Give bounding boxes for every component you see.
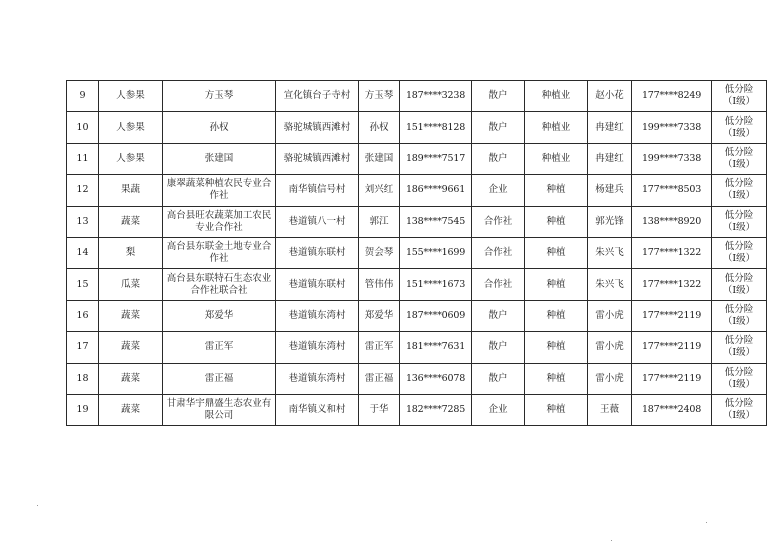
cell-industry: 种植: [525, 175, 588, 206]
document-page: [66, 80, 767, 426]
table-row: [67, 81, 767, 112]
cell-person-phone: 177****1322: [632, 269, 712, 300]
cell-person-phone: 177****1322: [632, 237, 712, 268]
risk-level-label: 低分险: [724, 209, 754, 221]
cell-risk-level: [712, 175, 767, 206]
cell-person: 冉建红: [588, 143, 632, 174]
cell-product: 蔬菜: [99, 363, 163, 394]
cell-person: 朱兴飞: [588, 269, 632, 300]
cell-no: 12: [67, 175, 99, 206]
risk-level-label: 低分险: [724, 115, 754, 127]
cell-person-phone: 199****7338: [632, 112, 712, 143]
cell-name: 雷正福: [163, 363, 276, 394]
cell-person-phone: 177****2119: [632, 300, 712, 331]
cell-phone: 151****1673: [400, 269, 472, 300]
risk-level-grade: （Ⅰ级）: [722, 158, 756, 170]
cell-name: 高台县东联特石生态农业合作社联合社: [163, 269, 276, 300]
cell-phone: 186****9661: [400, 175, 472, 206]
table-row: [67, 175, 767, 206]
cell-phone: 138****7545: [400, 206, 472, 237]
cell-name: 康翠蔬菜种植农民专业合作社: [163, 175, 276, 206]
scan-speck: [706, 522, 707, 523]
cell-product: 瓜菜: [99, 269, 163, 300]
table-body: [67, 81, 767, 426]
cell-village: 巷道镇东联村: [276, 237, 359, 268]
cell-person-phone: 177****8249: [632, 81, 712, 112]
cell-type: 企业: [472, 394, 525, 425]
cell-risk-level: [712, 300, 767, 331]
cell-no: 19: [67, 394, 99, 425]
risk-level-label: 低分险: [724, 272, 754, 284]
cell-village: 南华镇信号村: [276, 175, 359, 206]
cell-village: 骆驼城镇西滩村: [276, 143, 359, 174]
risk-level-grade: （Ⅰ级）: [722, 127, 756, 139]
risk-level-label: 低分险: [724, 146, 754, 158]
cell-person-phone: 177****2119: [632, 332, 712, 363]
cell-industry: 种植: [525, 300, 588, 331]
cell-contact: 雷正军: [359, 332, 400, 363]
cell-contact: 雷正福: [359, 363, 400, 394]
cell-risk-level: [712, 394, 767, 425]
cell-village: 巷道镇东湾村: [276, 332, 359, 363]
cell-person-phone: 177****8503: [632, 175, 712, 206]
cell-no: 18: [67, 363, 99, 394]
cell-village: 骆驼城镇西滩村: [276, 112, 359, 143]
cell-industry: 种植业: [525, 112, 588, 143]
cell-type: 散户: [472, 332, 525, 363]
risk-level-label: 低分险: [724, 366, 754, 378]
risk-level-label: 低分险: [724, 398, 754, 410]
cell-person: 赵小花: [588, 81, 632, 112]
cell-contact: 刘兴红: [359, 175, 400, 206]
cell-product: 果蔬: [99, 175, 163, 206]
cell-risk-level: [712, 112, 767, 143]
cell-person: 王薇: [588, 394, 632, 425]
cell-no: 14: [67, 237, 99, 268]
cell-name: 郑爱华: [163, 300, 276, 331]
cell-village: 南华镇义和村: [276, 394, 359, 425]
cell-product: 蔬菜: [99, 332, 163, 363]
risk-level-grade: （Ⅰ级）: [722, 284, 756, 296]
entity-table: [66, 80, 767, 426]
cell-type: 企业: [472, 175, 525, 206]
cell-contact: 方玉琴: [359, 81, 400, 112]
cell-name: 高台县东联金土地专业合作社: [163, 237, 276, 268]
cell-industry: 种植: [525, 237, 588, 268]
cell-village: 巷道镇东湾村: [276, 300, 359, 331]
cell-risk-level: [712, 363, 767, 394]
cell-phone: 182****7285: [400, 394, 472, 425]
cell-person: 雷小虎: [588, 332, 632, 363]
cell-no: 13: [67, 206, 99, 237]
cell-contact: 贺会琴: [359, 237, 400, 268]
cell-village: 巷道镇东联村: [276, 269, 359, 300]
risk-level-label: 低分险: [724, 303, 754, 315]
cell-person-phone: 199****7338: [632, 143, 712, 174]
risk-level-label: 低分险: [724, 178, 754, 190]
cell-product: 人参果: [99, 81, 163, 112]
cell-product: 人参果: [99, 112, 163, 143]
cell-type: 散户: [472, 143, 525, 174]
risk-level-grade: （Ⅰ级）: [722, 221, 756, 233]
cell-no: 9: [67, 81, 99, 112]
table-row: [67, 300, 767, 331]
cell-village: 巷道镇东湾村: [276, 363, 359, 394]
cell-type: 散户: [472, 112, 525, 143]
cell-village: 宣化镇台子寺村: [276, 81, 359, 112]
cell-village: 巷道镇八一村: [276, 206, 359, 237]
cell-person: 朱兴飞: [588, 237, 632, 268]
cell-name: 张建国: [163, 143, 276, 174]
cell-contact: 郑爱华: [359, 300, 400, 331]
cell-no: 16: [67, 300, 99, 331]
table-row: [67, 394, 767, 425]
cell-type: 合作社: [472, 206, 525, 237]
cell-product: 蔬菜: [99, 394, 163, 425]
risk-level-grade: （Ⅰ级）: [722, 378, 756, 390]
risk-level-grade: （Ⅰ级）: [722, 190, 756, 202]
cell-risk-level: [712, 206, 767, 237]
cell-contact: 管伟伟: [359, 269, 400, 300]
cell-industry: 种植: [525, 269, 588, 300]
cell-name: 雷正军: [163, 332, 276, 363]
cell-person-phone: 177****2119: [632, 363, 712, 394]
cell-product: 梨: [99, 237, 163, 268]
cell-risk-level: [712, 269, 767, 300]
cell-person-phone: 187****2408: [632, 394, 712, 425]
cell-type: 合作社: [472, 237, 525, 268]
cell-phone: 187****3238: [400, 81, 472, 112]
cell-industry: 种植: [525, 206, 588, 237]
table-row: [67, 112, 767, 143]
cell-industry: 种植业: [525, 81, 588, 112]
cell-phone: 136****6078: [400, 363, 472, 394]
risk-level-label: 低分险: [724, 335, 754, 347]
cell-contact: 郭江: [359, 206, 400, 237]
cell-type: 合作社: [472, 269, 525, 300]
cell-risk-level: [712, 332, 767, 363]
scan-speck: [37, 505, 38, 506]
table-row: [67, 206, 767, 237]
risk-level-label: 低分险: [724, 241, 754, 253]
risk-level-grade: （Ⅰ级）: [722, 315, 756, 327]
risk-level-grade: （Ⅰ级）: [722, 410, 756, 422]
cell-industry: 种植: [525, 363, 588, 394]
risk-level-grade: （Ⅰ级）: [722, 96, 756, 108]
cell-industry: 种植业: [525, 143, 588, 174]
scan-speck: [611, 540, 612, 541]
cell-person-phone: 138****8920: [632, 206, 712, 237]
cell-person: 杨建兵: [588, 175, 632, 206]
cell-product: 蔬菜: [99, 300, 163, 331]
cell-type: 散户: [472, 363, 525, 394]
cell-industry: 种植: [525, 394, 588, 425]
cell-no: 11: [67, 143, 99, 174]
risk-level-grade: （Ⅰ级）: [722, 253, 756, 265]
cell-contact: 于华: [359, 394, 400, 425]
cell-contact: 张建国: [359, 143, 400, 174]
cell-industry: 种植: [525, 332, 588, 363]
cell-person: 雷小虎: [588, 363, 632, 394]
cell-person: 冉建红: [588, 112, 632, 143]
cell-person: 郭光锋: [588, 206, 632, 237]
cell-no: 17: [67, 332, 99, 363]
risk-level-grade: （Ⅰ级）: [722, 347, 756, 359]
cell-product: 人参果: [99, 143, 163, 174]
cell-risk-level: [712, 143, 767, 174]
cell-risk-level: [712, 81, 767, 112]
cell-phone: 181****7631: [400, 332, 472, 363]
risk-level-label: 低分险: [724, 84, 754, 96]
cell-product: 蔬菜: [99, 206, 163, 237]
cell-no: 10: [67, 112, 99, 143]
cell-no: 15: [67, 269, 99, 300]
cell-contact: 孙权: [359, 112, 400, 143]
table-row: [67, 237, 767, 268]
cell-name: 高台县旺农蔬菜加工农民专业合作社: [163, 206, 276, 237]
cell-phone: 187****0609: [400, 300, 472, 331]
cell-type: 散户: [472, 81, 525, 112]
cell-name: 方玉琴: [163, 81, 276, 112]
cell-type: 散户: [472, 300, 525, 331]
cell-risk-level: [712, 237, 767, 268]
table-row: [67, 269, 767, 300]
cell-phone: 155****1699: [400, 237, 472, 268]
cell-name: 孙权: [163, 112, 276, 143]
table-row: [67, 332, 767, 363]
cell-phone: 189****7517: [400, 143, 472, 174]
cell-phone: 151****8128: [400, 112, 472, 143]
table-row: [67, 363, 767, 394]
cell-name: 甘肃华宇鼎盛生态农业有限公司: [163, 394, 276, 425]
cell-person: 雷小虎: [588, 300, 632, 331]
table-row: [67, 143, 767, 174]
